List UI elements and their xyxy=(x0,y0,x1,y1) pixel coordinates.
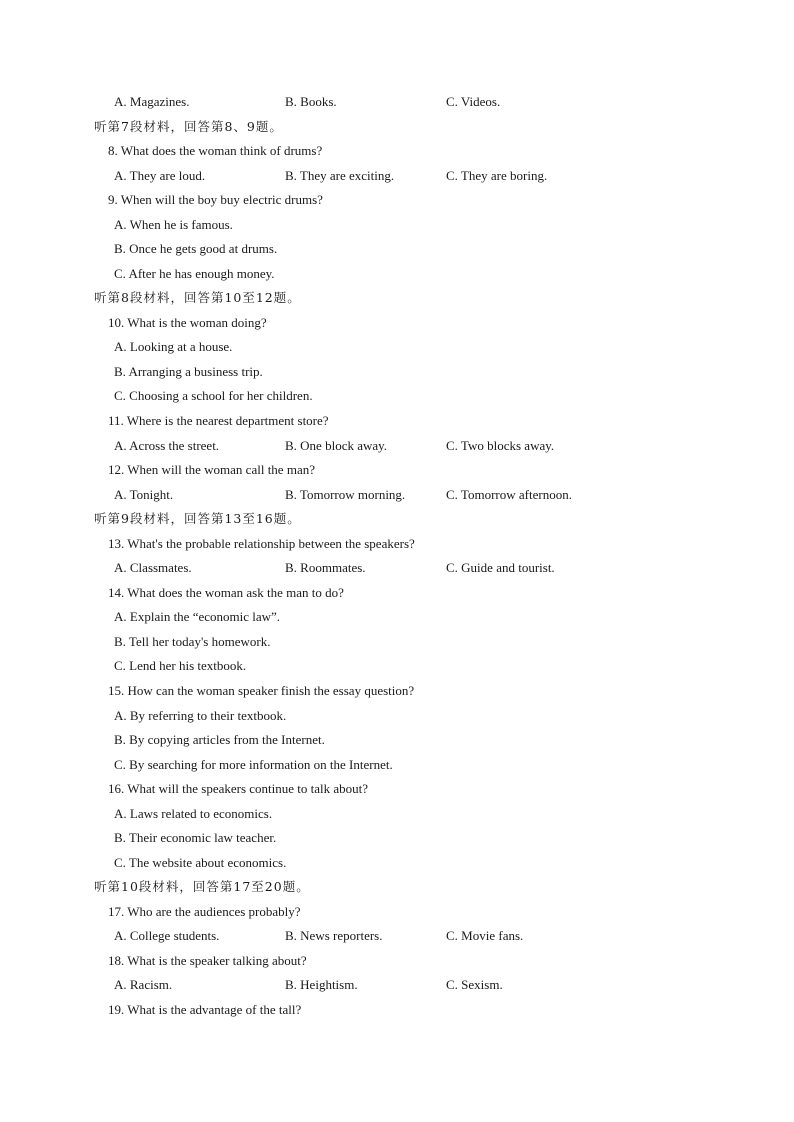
answer-option: B. One block away. xyxy=(285,438,388,453)
answer-option: C. Sexism. xyxy=(446,977,503,992)
section-heading: 听第9段材料，回答第13至16题。 xyxy=(94,511,301,526)
question-text: 8. What does the woman think of drums? xyxy=(108,143,323,158)
answer-option: A. College students. xyxy=(114,928,220,943)
question-text: 15. How can the woman speaker finish the essay question? xyxy=(108,683,415,698)
answer-option: A. Explain the “economic law”. xyxy=(114,609,281,624)
question-text: 11. Where is the nearest department store? xyxy=(108,413,329,428)
answer-option: C. Lend her his textbook. xyxy=(114,658,247,673)
answer-option: B. News reporters. xyxy=(285,928,383,943)
answer-options-row xyxy=(114,926,794,946)
answer-option: C. Tomorrow afternoon. xyxy=(446,487,572,502)
answer-option: A. They are loud. xyxy=(114,168,206,183)
answer-option: C. The website about economics. xyxy=(114,855,287,870)
answer-option: A. Tonight. xyxy=(114,487,174,502)
answer-option: A. By referring to their textbook. xyxy=(114,708,287,723)
question-text: 14. What does the woman ask the man to do? xyxy=(108,585,344,600)
answer-option: C. They are boring. xyxy=(446,168,548,183)
answer-option: C. Guide and tourist. xyxy=(446,560,555,575)
answer-option: A. When he is famous. xyxy=(114,217,233,232)
answer-option: B. Their economic law teacher. xyxy=(114,830,277,845)
question-text: 9. When will the boy buy electric drums? xyxy=(108,192,323,207)
answer-option: B. Heightism. xyxy=(285,977,358,992)
section-heading: 听第8段材料，回答第10至12题。 xyxy=(94,290,301,305)
question-text: 12. When will the woman call the man? xyxy=(108,462,315,477)
answer-option: C. By searching for more information on the Internet. xyxy=(114,757,393,772)
answer-option: A. Looking at a house. xyxy=(114,339,233,354)
answer-option: B. Books. xyxy=(285,94,337,109)
answer-options-row xyxy=(114,166,794,186)
answer-option: C. After he has enough money. xyxy=(114,266,275,281)
question-text: 19. What is the advantage of the tall? xyxy=(108,1002,302,1017)
answer-option: A. Racism. xyxy=(114,977,173,992)
answer-options-row xyxy=(114,92,794,112)
answer-option: A. Magazines. xyxy=(114,94,190,109)
question-text: 18. What is the speaker talking about? xyxy=(108,953,307,968)
question-text: 17. Who are the audiences probably? xyxy=(108,904,301,919)
answer-option: A. Laws related to economics. xyxy=(114,806,273,821)
answer-options-row xyxy=(114,558,794,578)
section-heading: 听第7段材料，回答第8、9题。 xyxy=(94,119,283,134)
question-text: 16. What will the speakers continue to talk about? xyxy=(108,781,369,796)
answer-option: C. Two blocks away. xyxy=(446,438,555,453)
section-heading: 听第10段材料，回答第17至20题。 xyxy=(94,879,310,894)
answer-option: B. Tomorrow morning. xyxy=(285,487,406,502)
answer-option: A. Classmates. xyxy=(114,560,192,575)
answer-options-row xyxy=(114,975,794,995)
answer-option: C. Movie fans. xyxy=(446,928,524,943)
answer-option: B. Once he gets good at drums. xyxy=(114,241,278,256)
answer-option: B. By copying articles from the Internet. xyxy=(114,732,325,747)
answer-options-row xyxy=(114,436,794,456)
answer-options-row xyxy=(114,485,794,505)
answer-option: C. Videos. xyxy=(446,94,501,109)
question-text: 10. What is the woman doing? xyxy=(108,315,267,330)
answer-option: B. Tell her today's homework. xyxy=(114,634,271,649)
answer-option: C. Choosing a school for her children. xyxy=(114,388,313,403)
answer-option: B. Arranging a business trip. xyxy=(114,364,263,379)
answer-option: B. Roommates. xyxy=(285,560,366,575)
answer-option: A. Across the street. xyxy=(114,438,220,453)
question-text: 13. What's the probable relationship between the speakers? xyxy=(108,536,415,551)
answer-option: B. They are exciting. xyxy=(285,168,395,183)
